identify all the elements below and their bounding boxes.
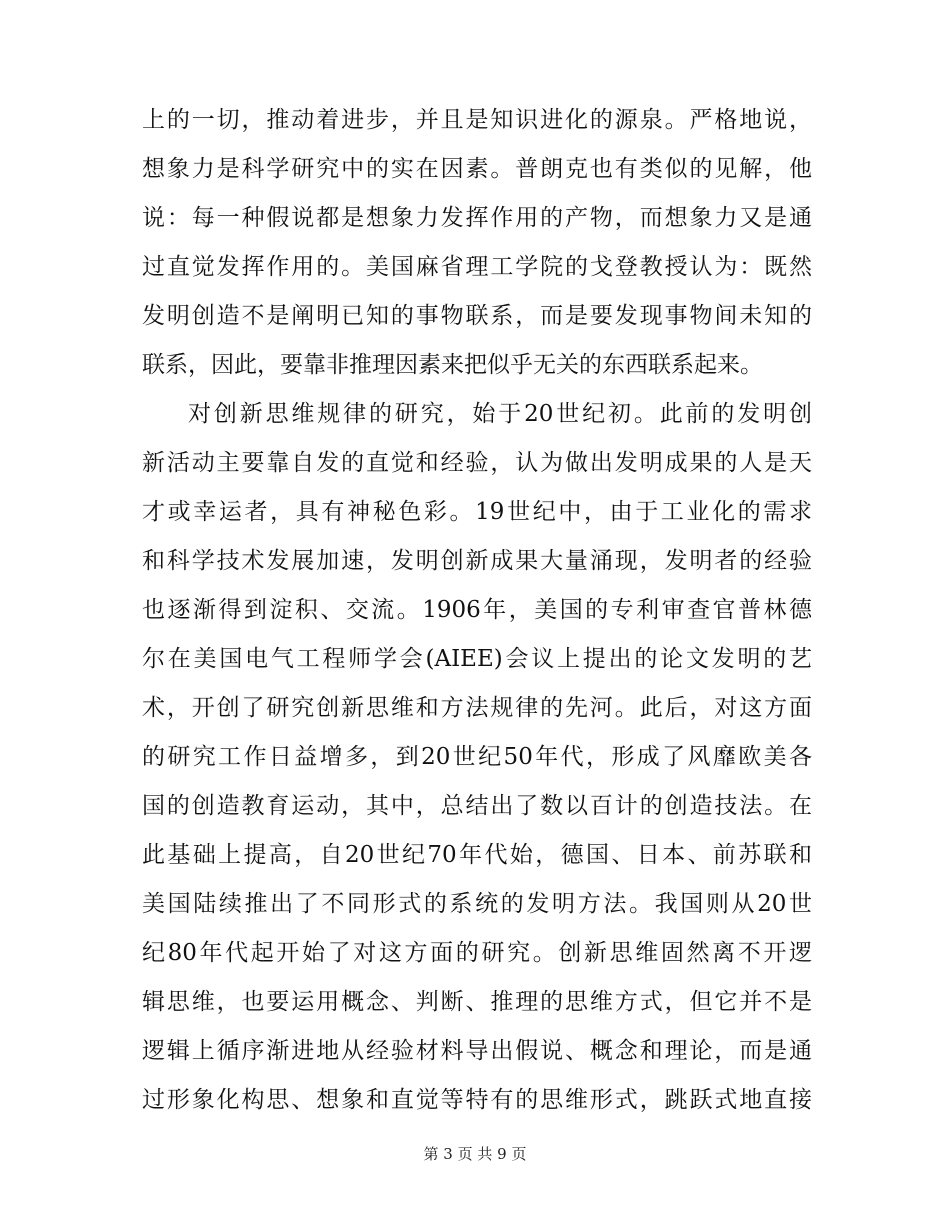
text-line: 才或幸运者，具有神秘色彩。19世纪中，由于工业化的需求	[142, 499, 812, 525]
text-line: 过形象化构思、想象和直觉等特有的思维形式，跳跃式地直接	[142, 1087, 812, 1113]
text-line: 说：每一种假说都是想象力发挥作用的产物，而想象力又是通	[142, 205, 812, 231]
text-line: 想象力是科学研究中的实在因素。普朗克也有类似的见解，他	[142, 156, 812, 182]
text-line: 的研究工作日益增多，到20世纪50年代，形成了风靡欧美各	[142, 744, 812, 770]
text-line: 辑思维，也要运用概念、判断、推理的思维方式，但它并不是	[142, 989, 812, 1015]
text-line: 和科学技术发展加速，发明创新成果大量涌现，发明者的经验	[142, 548, 812, 574]
text-line: 美国陆续推出了不同形式的系统的发明方法。我国则从20世	[142, 891, 812, 917]
page-number-footer: 第 3 页 共 9 页	[423, 1145, 527, 1163]
text-line: 此基础上提高，自20世纪70年代始，德国、日本、前苏联和	[142, 842, 812, 868]
text-line: 术，开创了研究创新思维和方法规律的先河。此后，对这方面	[142, 695, 812, 721]
text-line: 国的创造教育运动，其中，总结出了数以百计的创造技法。在	[142, 793, 812, 819]
text-line: 发明创造不是阐明已知的事物联系，而是要发现事物间未知的	[142, 303, 812, 329]
text-line: 逻辑上循序渐进地从经验材料导出假说、概念和理论，而是通	[142, 1038, 812, 1064]
text-line: 新活动主要靠自发的直觉和经验，认为做出发明成果的人是天	[142, 450, 812, 476]
text-line: 过直觉发挥作用的。美国麻省理工学院的戈登教授认为：既然	[142, 254, 812, 280]
paragraph-first-line: 对创新思维规律的研究，始于20世纪初。此前的发明创	[188, 401, 812, 427]
text-line: 尔在美国电气工程师学会(AIEE)会议上提出的论文发明的艺	[142, 646, 812, 672]
text-line: 联系，因此，要靠非推理因素来把似乎无关的东西联系起来。	[142, 352, 763, 378]
text-line: 也逐渐得到淀积、交流。1906年，美国的专利审查官普林德	[142, 597, 812, 623]
text-line: 纪80年代起开始了对这方面的研究。创新思维固然离不开逻	[142, 940, 812, 966]
text-line: 上的一切，推动着进步，并且是知识进化的源泉。严格地说，	[142, 107, 812, 133]
